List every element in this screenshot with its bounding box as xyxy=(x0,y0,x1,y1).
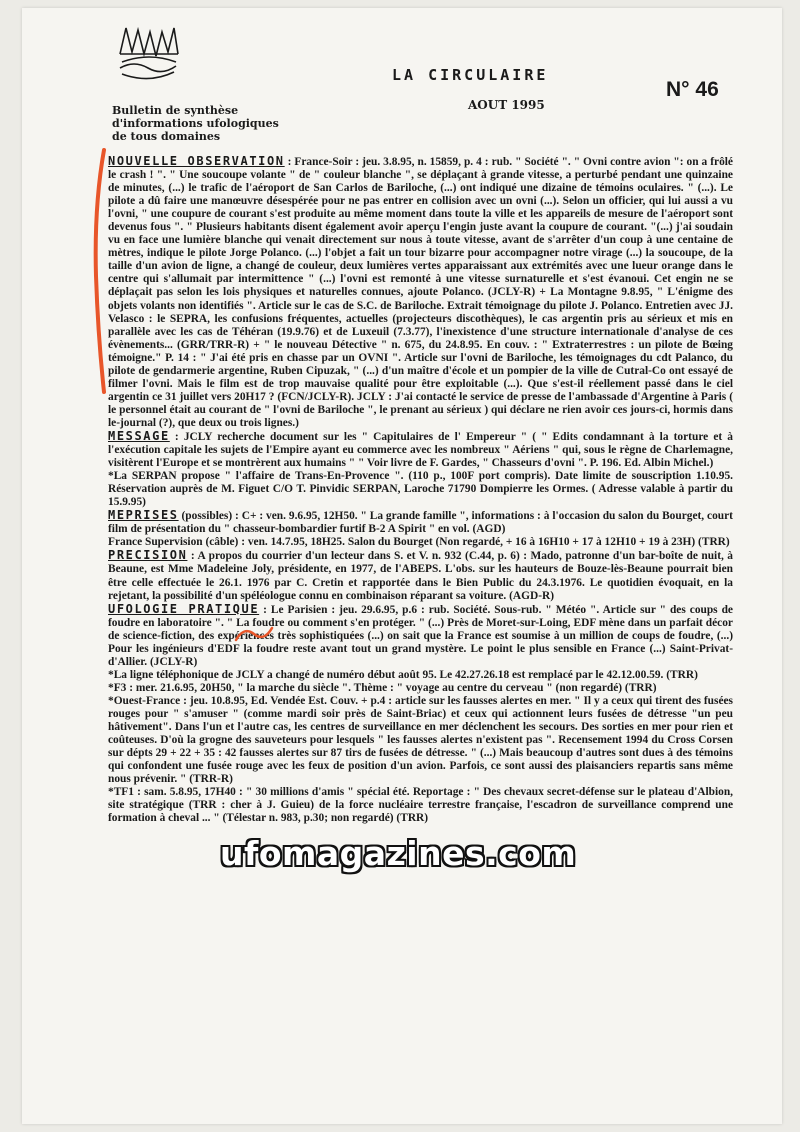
paragraph-france-supervision xyxy=(108,536,733,549)
section-text: : Le Parisien : jeu. 29.6.95, p.6 : rub. Société. Sous-rub. " Météo ". Article sur " des coups de foudre en laboratoire ". " La foudre ou comment s'en protéger. " (...) Près de Moret-sur-Loing, EDF mène dans un parfait décor de science-fiction, des expériences très sophistiquées (...) on sait que la France est soumise à un million de coups de foudre, (...) Pour les ingénieurs d'EDF la foudre reste avant tout un grand mystère. Le point le plus sensible en France (...) Saint-Privat-d'Allier. (JCLY-R) xyxy=(108,603,733,668)
section-text: : JCLY recherche document sur les " Capitulaires de l' Empereur " ( " Edits condamnant à la torture et à l'exécution capitale les sujets de l'Empire ayant eu commerce avec les nombreux " Aériens " qui, sous le règne de Charlemagne, visitèrent l'Europe et se montrèrent aux humains " " Voir livre de F. Gardes, " Chasseurs d'ovni ". P. 196. Ed. Albin Michel.) xyxy=(108,430,733,470)
section-text: : A propos du courrier d'un lecteur dans S. et V. n. 932 (C.44, p. 6) : Mado, patronne d'un bar-boîte de nuit, à Beaune, est Mme Madeleine Joly, présidente, en 1977, de l'ABEPS. L'obs. sur les hauteurs de Bouze-lès-Beaune pourrait bien être celle effectuée le 26.1. 1976 par C. Cretin et rapportée dans le Bien Public du 24.3.1976. Le quotidien évoquait, en la rejetant, la possibilité d'un spéléologue connu en combinaison réparant sa voiture. (AGD-R) xyxy=(108,550,733,602)
logo-icon xyxy=(114,22,184,90)
watermark: ufomagazines.com xyxy=(220,834,577,873)
section-text: : France-Soir : jeu. 3.8.95, n. 15859, p. 4 : rub. " Société ". " Ovni contre avion ": on a frôlé le crash ! ". " Une soucoupe volante " de " couleur blanche ", se déplaçant à grande vitesse, a perturbé pendant une quinzaine de minutes, (...) le trafic de l'aéroport de San Carlos de Bariloche, (...) ont indiqué une dizaine de témoins oculaires. " (...). Le pilote a dû faire une manœuvre désespérée pour ne pas entrer en collision avec un ovni (...). Selon un officier, qui lui aussi a vu l'ovni, " une coupure de courant s'est produite au même moment dans toute la ville et les appareils de mesure de l'aéroport sont devenus fous ". " Plusieurs habitants disent également avoir aperçu l'engin juste avant la coupure de courant. "(...) j'ai soudain vu en face une lumière blanche qui venait directement sur nous à toute vitesse, avant de s'arrêter d'un coup à une centaine de mètres, indique le pilote Jorge Polanco. (...) l'objet a fait un tour bizarre pour accompagner notre virage (...) la soucoupe, de la taille d'un avion de ligne, a changé de couleur, deux lumières vertes apparaissant aux extrémités avec une lueur orange dans le centre qui s'allumait par intermittence " (...) l'ovni est remonté à une vitesse surnaturelle et s'est évanoui. Cet engin ne se déplaçait pas selon les lois physiques et naturelles connues, ajoute Polanco. (JCLY-R) + La Montagne 9.8.95, " L'énigme des objets volants non identifiés ". Article sur le cas de S.C. de Bariloche. Extrait témoignage du pilote J. Polanco. Entretien avec JJ. Velasco : le SEPRA, les confusions fréquentes, actuelles (projecteurs discothèques), le cas argentin pris au sérieux et mis en parallèle avec les cas de Téhéran (19.9.76) et de Luxeuil (7.3.77), l'inexistence d'une structure internationale d'analyse de ces évènements... (GRR/TRR-R) + " le nouveau Détective " n. 675, du 24.8.95. En couv. : " Extraterrestres : un pilote de Bœing témoigne." P. 14 : " J'ai été pris en chasse par un OVNI ". Article sur l'ovni de Bariloche, les témoignages du cdt Palanco, du pilote de gendarmerie argentine, Ruben Cipuzak, " (...) d'un maître d'école et un pompier de la ville de Cutral-Co ont essayé de filmer l'ovni. Mais le film est de trop mauvaise qualité pour être exploitable (...). Que s'est-il réellement passé dans le ciel argentin ce 31 juillet vers 20H17 ? (FCN/JCLY-R). JCLY : J'ai contacté le service de presse de l'ambassade d'Argentine à Paris ( le personnel était au courant de " l'ovni de Bariloche ", le prenant au sérieux ) qui déclare ne rien avoir ces jours-ci, hormis dans le-journal (?), que deux ou trois lignes.) xyxy=(108,156,733,429)
section-heading: MEPRISES xyxy=(108,508,179,523)
page xyxy=(22,8,782,1124)
section-ufologie-pratique xyxy=(108,603,733,669)
paragraph-ligne-telephonique xyxy=(108,669,733,682)
paragraph-tf1 xyxy=(108,786,733,825)
subtitle-line: d'informations ufologiques xyxy=(112,117,279,130)
section-heading: MESSAGE xyxy=(108,428,170,443)
orange-scribble-icon xyxy=(234,624,274,648)
orange-margin-mark-icon xyxy=(90,146,110,400)
section-text: *La ligne téléphonique de JCLY a changé de numéro début août 95. Le 42.27.26.18 est remplacé par le 42.12.00.59. (TRR) xyxy=(108,668,698,681)
section-precision xyxy=(108,549,733,602)
section-heading: UFOLOGIE PRATIQUE xyxy=(108,601,260,616)
issue-date: AOUT 1995 xyxy=(468,98,545,112)
section-text: *TF1 : sam. 5.8.95, 17H40 : " 30 millions d'amis " spécial été. Reportage : " Des chevaux secret-défense sur le plateau d'Albion, site stratégique (TRR : cher à J. Guieu) de la force nucléaire terrestre française, l'escadron de surveillance comprend une formation à cheval ... " (Télestar n. 983, p.30; non regardé) (TRR) xyxy=(108,786,733,825)
paragraph-ouest-france xyxy=(108,695,733,786)
section-nouvelle-observation xyxy=(108,155,733,430)
section-text: France Supervision (câble) : ven. 14.7.95, 18H25. Salon du Bourget (Non regardé, + 16 à 16H10 + 17 à 12H10 + 19 à 23H) (TRR) xyxy=(108,536,730,549)
masthead-title: LA CIRCULAIRE xyxy=(392,66,549,84)
section-heading: NOUVELLE OBSERVATION xyxy=(108,154,285,168)
section-meprises xyxy=(108,509,733,536)
section-text: *Ouest-France : jeu. 10.8.95, Ed. Vendée Est. Couv. + p.4 : article sur les fausses alertes en mer. " Il y a ceux qui tirent des fusées rouges pour " s'amuser " (comme mardi soir près de Saint-Briac) et ceux qui actionnent leurs fusées de détresse "un peu hâtivement". Dans l'un et l'autre cas, les centres de surveillance en mer déclenchent les secours. Des sorties en mer pour rien et coûteuses. D'où la grogne des sauveteurs pour lesquels " les fausses alertes n'existent pas ". Recensement 1994 du Cross Corsen sur dépts 29 + 22 + 35 : 42 fausses alertes sur 87 tirs de fusées de détresse. " (...) Mais beaucoup d'autres sont dues à des témoins qui confondent une fusée rouge avec les feux de position d'un avion. Parfois, ce sont aussi des plaisanciers repartis sans même nous prévenir. " (TRR-R) xyxy=(108,694,733,786)
section-text: (possibles) : C+ : ven. 9.6.95, 12H50. " La grande famille ", informations : à l'occasion du salon du Bourget, court film de présentation du " chasseur-bombardier furtif B-2 A Spirit " en vol. (AGD) xyxy=(108,510,733,536)
section-text: *La SERPAN propose " l'affaire de Trans-En-Provence ". (110 p., 100F port compris). Date limite de souscription 1.10.95. Réservation auprès de M. Figuet C/O T. Pinvidic SERPAN, Laroche 71790 Dompierre les Ormes. ( Adresse valable à partir du 15.9.95) xyxy=(108,470,733,509)
section-message xyxy=(108,430,733,470)
paragraph-f3 xyxy=(108,682,733,695)
issue-number: N° 46 xyxy=(666,78,719,101)
subtitle-line: de tous domaines xyxy=(112,130,221,143)
section-text: *F3 : mer. 21.6.95, 20H50, " la marche du siècle ". Thème : " voyage au centre du cerveau " (non regardé) (TRR) xyxy=(108,681,657,694)
subtitle-line: Bulletin de synthèse xyxy=(112,104,239,117)
article-body xyxy=(108,155,733,825)
paragraph-serpan xyxy=(108,470,733,509)
section-heading: PRECISION xyxy=(108,548,188,563)
subtitle xyxy=(112,104,279,143)
